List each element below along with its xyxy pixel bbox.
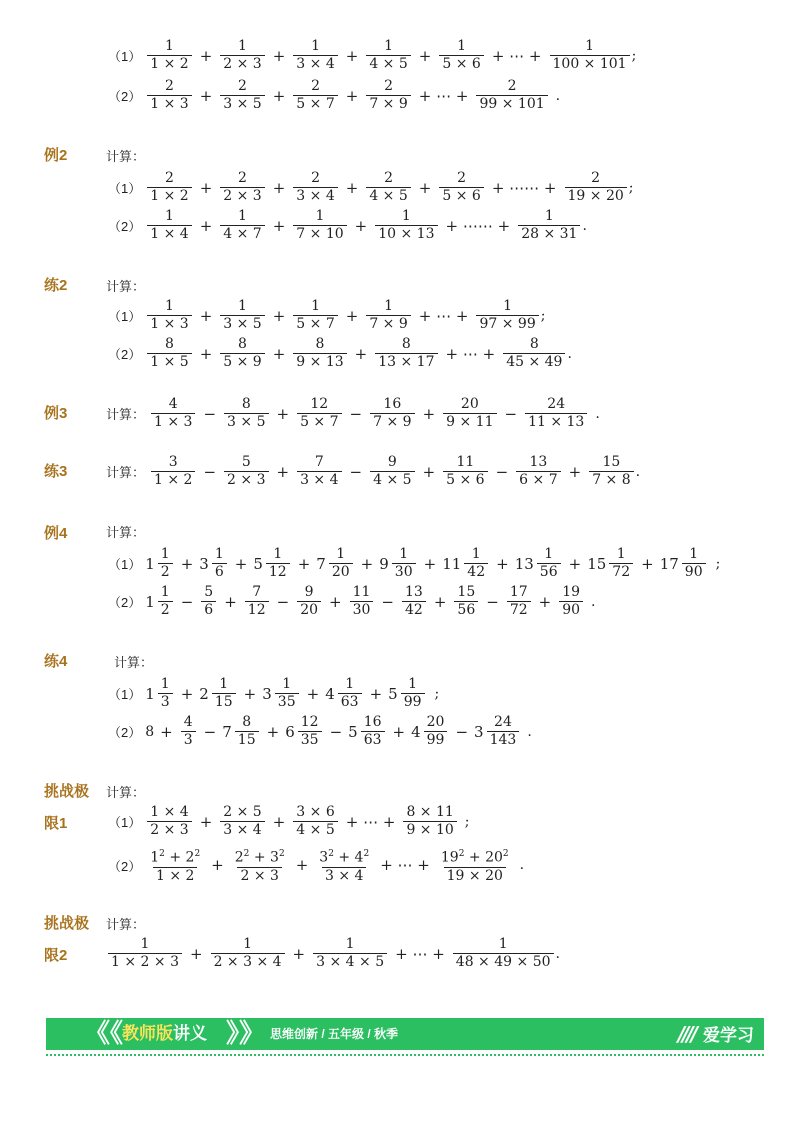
footer-banner (46, 1018, 764, 1050)
practice-2-tag: 练2 (44, 277, 68, 294)
top-line-1: （1） $\frac{1}{1 \times 2}$ + $\frac{1}{2 \times 3}$ + $\frac{1}{3 \times 4}$ + $\frac{1}{4 \times 5}$ + $\frac{1}{5 \times 6}$ + ⋯ + $\frac{1}{100 \times 101}$ ; (108, 38, 637, 72)
practice-3-line: 计算： $\frac{3}{1 \times 2}$ − $\frac{5}{2 \times 3}$ + $\frac{7}{3 \times 4}$ − $\frac{9}{4 \times 5}$ + $\frac{11}{5 \times 6}$ − $\frac{13}{6 \times 7}$ + $\frac{15}{7 \times 8}$ . (106, 454, 641, 488)
footer-logo: //// 爱学习 (677, 1022, 754, 1046)
example-2-line-2: （2） $\frac{1}{1 \times 4}$ + $\frac{1}{4 \times 7}$ + $\frac{1}{7 \times 10}$ + $\frac{1}{10 \times 13}$ + ⋯⋯ + $\frac{1}{28 \times 31}$ . (108, 208, 587, 242)
practice-4-line-1: （1） 1 $\frac{1}{3}$ + 2 $\frac{1}{15}$ + 3 $\frac{1}{35}$ + 4 $\frac{1}{63}$ + 5 $\frac{1}{99}$ ; (108, 676, 440, 710)
challenge-1-tag-bottom: 限1 (44, 815, 68, 832)
example-4-line-2: （2） 1 $\frac{1}{2}$ − $\frac{5}{6}$ + $\frac{7}{12}$ − $\frac{9}{20}$ + $\frac{11}{30}$ − $\frac{13}{42}$ + $\frac{15}{56}$ − $\frac{17}{72}$ + $\frac{19}{90}$ . (108, 584, 596, 618)
example-2-tag: 例2 (44, 147, 68, 164)
practice-4-tag: 练4 (44, 653, 68, 670)
footer-subtitle: 思维创新 / 五年级 / 秋季 (270, 1027, 399, 1041)
example-3-line: 计算： $\frac{4}{1 \times 3}$ − $\frac{8}{3 \times 5}$ + $\frac{12}{5 \times 7}$ − $\frac{16}{7 \times 9}$ + $\frac{20}{9 \times 11}$ − $\frac{24}{11 \times 13}$ . (106, 396, 600, 430)
chevrons-right-icon: 》》 (226, 1019, 266, 1049)
challenge-1-line-1: （1） $\frac{1 \times 4}{2 \times 3}$ + $\frac{2 \times 5}{3 \times 4}$ + $\frac{3 \times 6}{4 \times 5}$ + ⋯ + $\frac{8 \times 11}{9 \times 10}$ ; (108, 804, 470, 838)
example-4-instruction: 计算： (106, 525, 146, 540)
footer-dotted-rule (46, 1054, 764, 1056)
practice-2-instruction: 计算： (106, 279, 146, 294)
example-2-instruction: 计算： (106, 149, 146, 164)
challenge-2-tag-top: 挑战极 (44, 915, 90, 932)
challenge-1-tag-top: 挑战极 (44, 783, 90, 800)
logo-mark-icon: //// (677, 1022, 699, 1046)
practice-2-line-2: （2） $\frac{8}{1 \times 5}$ + $\frac{8}{5 \times 9}$ + $\frac{8}{9 \times 13}$ + $\frac{8}{13 \times 17}$ + ⋯ + $\frac{8}{45 \times 49}$ . (108, 336, 572, 370)
challenge-2-instruction: 计算： (106, 917, 146, 932)
challenge-2-line: $\frac{1}{1 \times 2 \times 3}$ + $\frac{1}{2 \times 3 \times 4}$ + $\frac{1}{3 \times 4 \times 5}$ + ⋯ + $\frac{1}{48 \times 49 \times 50}$ . (106, 936, 560, 971)
challenge-2-tag-bottom: 限2 (44, 947, 68, 964)
practice-3-tag: 练3 (44, 463, 68, 480)
footer-brand: 教师版讲义 (122, 1024, 207, 1043)
example-3-tag: 例3 (44, 405, 68, 422)
chevrons-left-icon: 《《 (84, 1019, 124, 1049)
practice-2-line-1: （1） $\frac{1}{1 \times 3}$ + $\frac{1}{3 \times 5}$ + $\frac{1}{5 \times 7}$ + $\frac{1}{7 \times 9}$ + ⋯ + $\frac{1}{97 \times 99}$ ; (108, 298, 546, 332)
example-4-line-1: （1） 1 $\frac{1}{2}$ + 3 $\frac{1}{6}$ + 5 $\frac{1}{12}$ + 7 $\frac{1}{20}$ + 9 $\frac{1}{30}$ + 11 $\frac{1}{42}$ + 13 $\frac{1}{56}$ + 15 $\frac{1}{72}$ + 17 $\frac{1}{90}$ ; (108, 546, 721, 580)
top-line-2: （2） $\frac{2}{1 \times 3}$ + $\frac{2}{3 \times 5}$ + $\frac{2}{5 \times 7}$ + $\frac{2}{7 \times 9}$ + ⋯ + $\frac{2}{99 \times 101}$ . (108, 78, 561, 112)
challenge-1-line-2: （2） $\frac{1^2 + 2^2}{1 \times 2}$ + $\frac{2^2 + 3^2}{2 \times 3}$ + $\frac{3^2 + 4^2}{3 \times 4}$ + ⋯ + $\frac{19^2 + 20^2}{19 \times 20}$ . (108, 849, 525, 884)
practice-4-instruction: 计算： (114, 655, 154, 670)
practice-4-line-2: （2） 8 + $\frac{4}{3}$ − 7 $\frac{8}{15}$ + 6 $\frac{12}{35}$ − 5 $\frac{16}{63}$ + 4 $\frac{20}{99}$ − 3 $\frac{24}{143}$ . (108, 714, 532, 748)
challenge-1-instruction: 计算： (106, 785, 146, 800)
example-2-line-1: （1） $\frac{2}{1 \times 2}$ + $\frac{2}{2 \times 3}$ + $\frac{2}{3 \times 4}$ + $\frac{2}{4 \times 5}$ + $\frac{2}{5 \times 6}$ + ⋯⋯ + $\frac{2}{19 \times 20}$ ; (108, 170, 634, 204)
example-4-tag: 例4 (44, 525, 68, 542)
